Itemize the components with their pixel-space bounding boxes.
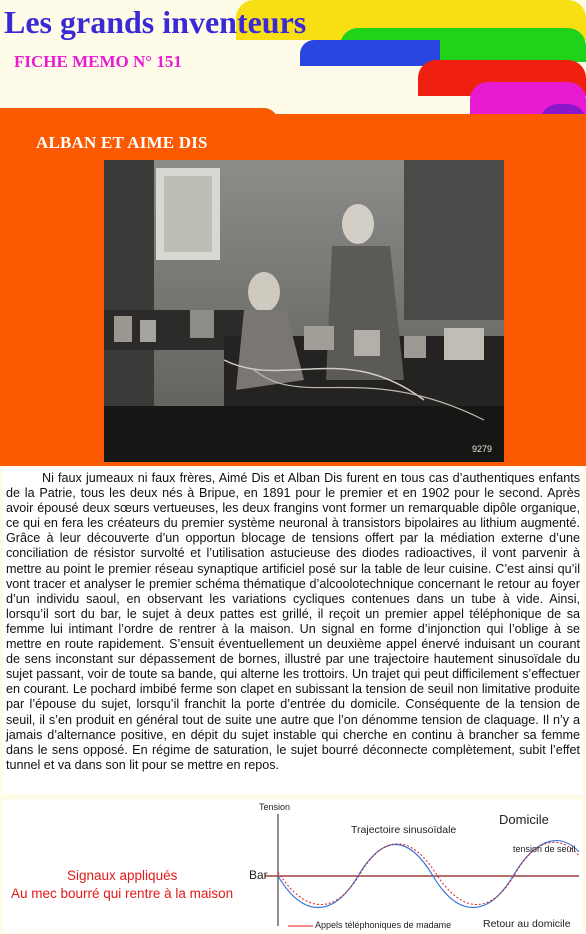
signal-diagram xyxy=(3,800,583,932)
phone-calls-label: Appels téléphoniques de madame xyxy=(315,920,452,930)
article-heading: ALBAN ET AIME DIS xyxy=(36,133,208,152)
tension-axis-label: Tension xyxy=(259,802,291,812)
photo-number: 9279 xyxy=(472,444,493,454)
page-title: Les grands inventeurs xyxy=(4,4,307,40)
threshold-label: tension de seuil xyxy=(513,844,576,854)
article-paragraph: Ni faux jumeaux ni faux frères, Aimé Dis et Alban Dis furent en tous cas d’authentiques enfants de la Patrie, tous les deux nés à Bripue, en 1891 pour le premier et en 1902 pour le second. Après avoir épousé deux sœurs vertueuses, les deux frangins vont former un remarquable dipôle organique, ce qui en fera les créateurs du premier système neuronal à transistors bipolaires au lithium augmenté. Grâce à leur découverte d’un opportun blocage de tensions offert par la médiation externe d’une conciliation de résistor survolté et l’utilisation astucieuse des diodes radioactives, il vont parvenir à mettre au point le premier réseau synaptique artificiel posé sur la table de leur cuisine. C’est ainsi qu’il vont tracer et analyser le premier schéma thématique d’alcoolotechnique concernant le retour au foyer d’un individu saoul, en observant les variations cycliques contenues dans un tube à vide. Ainsi, lorsqu’il sort du bar, le sujet à deux pattes est grillé, il reçoit un premier appel téléphonique de sa femme lui intimant l’ordre de rentrer à la maison. Un signal en forme d’injonction qui l’oblige à se mettre en route rapidement. S’ensuit éventuellement un deuxième appel énervé induisant un courant de sens inconstant sur dépassement de bornes, illustré par une trajectoire hautement sinusoïdale du sujet passant, voir de toute sa bande, qui alterne les trottoirs. Un trajet qui peut difficilement s’effectuer en courant. Le pochard imbibé ferme son clapet en subissant la tension de seuil non limitative produite par l’épouse du sujet, lorsqu’il franchit la porte d’entrée du domicile. Conséquente de la tension de seuil, il s’en produit en général tout de suite une autre que l’on dénomme tension de claquage. Il n’y a jamais d’alternance positive, en dépit du sujet instable qui cherche en continu à brancher sa femme dans le sens opposé. En régime de saturation, le sujet bourré déconnecte complètement, subit l’effet tunnel et va dans son lit pour se mettre en repos. xyxy=(6,471,580,772)
diagram-canvas xyxy=(3,800,583,932)
signals-subtitle: Au mec bourré qui rentre à la maison xyxy=(11,886,234,901)
band-blue xyxy=(300,40,440,66)
photo-illustration xyxy=(104,160,504,462)
fiche-subtitle: FICHE MEMO N° 151 xyxy=(14,52,182,71)
trajectory-label: Trajectoire sinusoïdale xyxy=(351,824,457,836)
article-body xyxy=(3,468,583,794)
return-home-label: Retour au domicile xyxy=(483,918,571,930)
signals-title: Signaux appliqués xyxy=(67,868,178,883)
domicile-label: Domicile xyxy=(499,812,549,827)
bar-label: Bar xyxy=(249,868,268,882)
inventors-photo xyxy=(104,160,504,462)
